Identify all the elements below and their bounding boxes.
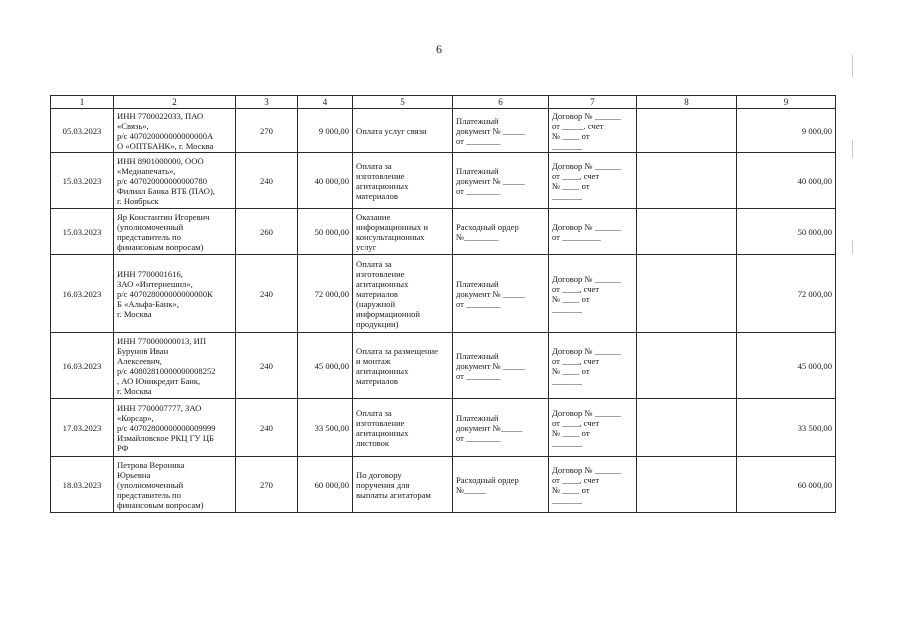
cell-payee-line: р/с 40702800000000009999 [117,422,216,433]
cell-purpose [353,109,453,153]
cell-purpose-line: агитационных [356,180,409,191]
cell-payee-line: «Медиапечать», [117,165,176,176]
cell-contract-line: _______ [552,140,583,151]
cell-purpose-line: изготовление [356,268,405,279]
cell-code: 240 [236,333,298,399]
cell-contract-line: от ____, счет [552,355,600,366]
cell-contract-line: № ____ от [552,427,590,438]
cell-payee-line: Б «Альфа-Банк», [117,298,180,309]
column-header-6: 6 [453,96,549,109]
cell-purpose [353,255,453,333]
cell-payee-line: р/с 407020000000000780 [117,175,207,186]
cell-purpose-line: Оплата услуг связи [356,125,427,136]
cell-contract-line: № ____ от [552,293,590,304]
cell-date: 18.03.2023 [51,457,114,513]
cell-document-line: документ № _____ [456,125,525,136]
cell-document [453,255,549,333]
cell-purpose [353,153,453,209]
scan-noise [852,140,853,158]
cell-purpose-line: изготовление [356,417,405,428]
cell-payee-line: ИНН 7700007777, ЗАО [117,402,202,413]
cell-payee-line: ИНН 7700001616, [117,268,183,279]
cell-payee-line: ИНН 7700022033, ПАО [117,110,204,121]
cell-code: 240 [236,153,298,209]
cell-contract-line: № ____ от [552,130,590,141]
cell-payee-line: ИНН 8901000000, ООО [117,155,204,166]
cell-note [637,399,737,457]
cell-document-line: Расходный ордер [456,221,519,232]
cell-payee-line: О «ОПТБАНК», г. Москва [117,140,214,151]
cell-contract [549,457,637,513]
cell-purpose [353,209,453,255]
cell-amount: 50 000,00 [298,209,353,255]
cell-payee [114,333,236,399]
cell-payee-line: финансовым вопросам) [117,499,204,510]
cell-contract-line: от ____, счет [552,170,600,181]
column-header-4: 4 [298,96,353,109]
cell-payee-line: Алексеевич, [117,355,162,366]
cell-contract-line: от _________ [552,231,601,242]
cell-document-line: документ № _____ [456,175,525,186]
cell-document-line: Платежный [456,412,499,423]
cell-code: 270 [236,109,298,153]
cell-contract-line: Договор № ______ [552,273,621,284]
cell-document-line: документ № _____ [456,288,525,299]
cell-contract-line: Договор № ______ [552,110,621,121]
cell-document [453,399,549,457]
cell-note [637,255,737,333]
cell-amount: 60 000,00 [298,457,353,513]
cell-payee-line: р/с 407020000000000000А [117,130,214,141]
cell-purpose-line: материалов [356,375,398,386]
cell-purpose-line: листовок [356,437,390,448]
cell-purpose [353,333,453,399]
cell-document-line: от ________ [456,135,501,146]
cell-document [453,457,549,513]
cell-payee-line: Измайловское РКЦ ГУ ЦБ [117,432,214,443]
cell-document [453,209,549,255]
cell-purpose [353,457,453,513]
cell-payee [114,255,236,333]
cell-document-line: Платежный [456,165,499,176]
cell-payee-line: «Корсар», [117,412,154,423]
cell-purpose-line: изготовление [356,170,405,181]
cell-purpose-line: поручения для [356,479,410,490]
column-header-3: 3 [236,96,298,109]
cell-purpose-line: консультационных [356,231,425,242]
cell-contract-line: Договор № ______ [552,160,621,171]
cell-contract [549,209,637,255]
cell-purpose-line: материалов [356,288,398,299]
cell-total: 40 000,00 [737,153,836,209]
cell-code: 260 [236,209,298,255]
cell-purpose-line: услуг [356,241,377,252]
cell-total: 72 000,00 [737,255,836,333]
cell-payee-line: финансовым вопросам) [117,241,204,252]
cell-contract-line: Договор № ______ [552,464,621,475]
cell-document [453,109,549,153]
cell-document-line: №_____ [456,484,486,495]
cell-payee [114,399,236,457]
cell-payee-line: (уполномоченный [117,221,184,232]
header-row [51,96,836,109]
cell-contract [549,109,637,153]
column-header-5: 5 [353,96,453,109]
cell-date: 17.03.2023 [51,399,114,457]
cell-document-line: №________ [456,231,499,242]
cell-purpose-line: и монтаж [356,355,391,366]
cell-document [453,153,549,209]
cell-payee-line: , АО Юникредит Банк, [117,375,201,386]
cell-payee-line: представитель по [117,489,181,500]
cell-contract-line: _______ [552,303,583,314]
cell-purpose-line: Оплата за [356,407,392,418]
cell-payee-line: р/с 40802810000000008252 [117,365,216,376]
cell-date: 16.03.2023 [51,333,114,399]
table-row [51,109,836,153]
cell-total: 60 000,00 [737,457,836,513]
cell-contract-line: от ____, счет [552,474,600,485]
column-header-8: 8 [637,96,737,109]
cell-document-line: документ №_____ [456,422,523,433]
cell-note [637,109,737,153]
cell-contract-line: № ____ от [552,365,590,376]
cell-total: 33 500,00 [737,399,836,457]
cell-document-line: от ________ [456,185,501,196]
cell-contract [549,153,637,209]
cell-contract-line: Договор № ______ [552,407,621,418]
cell-purpose-line: Оплата за [356,160,392,171]
cell-contract-line: _______ [552,190,583,201]
cell-document [453,333,549,399]
cell-code: 240 [236,255,298,333]
cell-purpose-line: информационных и [356,221,428,232]
table-row [51,153,836,209]
column-header-1: 1 [51,96,114,109]
column-header-2: 2 [114,96,236,109]
cell-contract-line: № ____ от [552,180,590,191]
table-body [51,109,836,513]
cell-payee [114,109,236,153]
expense-table [50,95,836,513]
cell-payee-line: Яр Константин Игоревич [117,211,210,222]
cell-purpose-line: Оплата за размещение [356,345,438,356]
cell-contract-line: от _____. счет [552,120,604,131]
cell-payee-line: г. Ноябрьск [117,195,159,206]
cell-payee-line: Юрьевна [117,469,151,480]
cell-contract [549,399,637,457]
cell-total: 9 000,00 [737,109,836,153]
cell-payee-line: Филиал Банка ВТБ (ПАО), [117,185,215,196]
cell-payee [114,457,236,513]
cell-payee-line: р/с 407028000000000000К [117,288,213,299]
cell-contract [549,333,637,399]
cell-amount: 9 000,00 [298,109,353,153]
scan-noise [852,55,853,77]
cell-contract [549,255,637,333]
cell-amount: 40 000,00 [298,153,353,209]
page-number: 6 [436,42,442,56]
cell-payee-line: г. Москва [117,308,152,319]
cell-date: 05.03.2023 [51,109,114,153]
cell-purpose-line: Оказание [356,211,391,222]
cell-contract-line: Договор № ______ [552,345,621,356]
cell-payee-line: «Связь», [117,120,149,131]
cell-note [637,209,737,255]
cell-payee-line: представитель по [117,231,181,242]
cell-payee-line: РФ [117,442,129,453]
cell-code: 270 [236,457,298,513]
cell-payee-line: ЗАО «Интернешнл», [117,278,193,289]
cell-purpose-line: выплаты агитаторам [356,489,431,500]
cell-document-line: Платежный [456,350,499,361]
cell-purpose [353,399,453,457]
cell-document-line: Расходный ордер [456,474,519,485]
scan-noise [852,240,853,254]
cell-payee-line: Петрова Вероника [117,459,185,470]
cell-payee [114,153,236,209]
cell-purpose-line: материалов [356,190,398,201]
cell-document-line: документ № _____ [456,360,525,371]
cell-note [637,153,737,209]
table-row [51,333,836,399]
cell-date: 15.03.2023 [51,153,114,209]
cell-purpose-line: Оплата за [356,258,392,269]
cell-contract-line: от ____, счет [552,417,600,428]
cell-purpose-line: информационной [356,308,421,319]
cell-purpose-line: продукции) [356,318,399,329]
column-header-9: 9 [737,96,836,109]
cell-purpose-line: По договору [356,469,402,480]
cell-payee-line: (уполномоченный [117,479,184,490]
cell-document-line: от ________ [456,432,501,443]
column-header-7: 7 [549,96,637,109]
cell-payee-line: ИНН 770000000013, ИП [117,335,207,346]
cell-date: 15.03.2023 [51,209,114,255]
cell-contract-line: № ____ от [552,484,590,495]
cell-note [637,457,737,513]
cell-amount: 33 500,00 [298,399,353,457]
cell-document-line: от ________ [456,298,501,309]
table-row [51,457,836,513]
cell-date: 16.03.2023 [51,255,114,333]
cell-purpose-line: агитационных [356,278,409,289]
cell-contract-line: от ____, счет [552,283,600,294]
cell-payee [114,209,236,255]
cell-amount: 45 000,00 [298,333,353,399]
cell-purpose-line: агитационных [356,365,409,376]
cell-note [637,333,737,399]
cell-contract-line: _______ [552,494,583,505]
cell-purpose-line: агитационных [356,427,409,438]
cell-total: 45 000,00 [737,333,836,399]
table-row [51,209,836,255]
cell-payee-line: Бурунов Иван [117,345,169,356]
cell-payee-line: г. Москва [117,385,152,396]
table-row [51,399,836,457]
cell-contract-line: _______ [552,375,583,386]
cell-contract-line: _______ [552,437,583,448]
cell-amount: 72 000,00 [298,255,353,333]
cell-contract-line: Договор № ______ [552,221,621,232]
table-row [51,255,836,333]
cell-code: 240 [236,399,298,457]
cell-document-line: Платежный [456,278,499,289]
cell-total: 50 000,00 [737,209,836,255]
cell-purpose-line: (наружной [356,298,396,309]
cell-document-line: от ________ [456,370,501,381]
cell-document-line: Платежный [456,115,499,126]
